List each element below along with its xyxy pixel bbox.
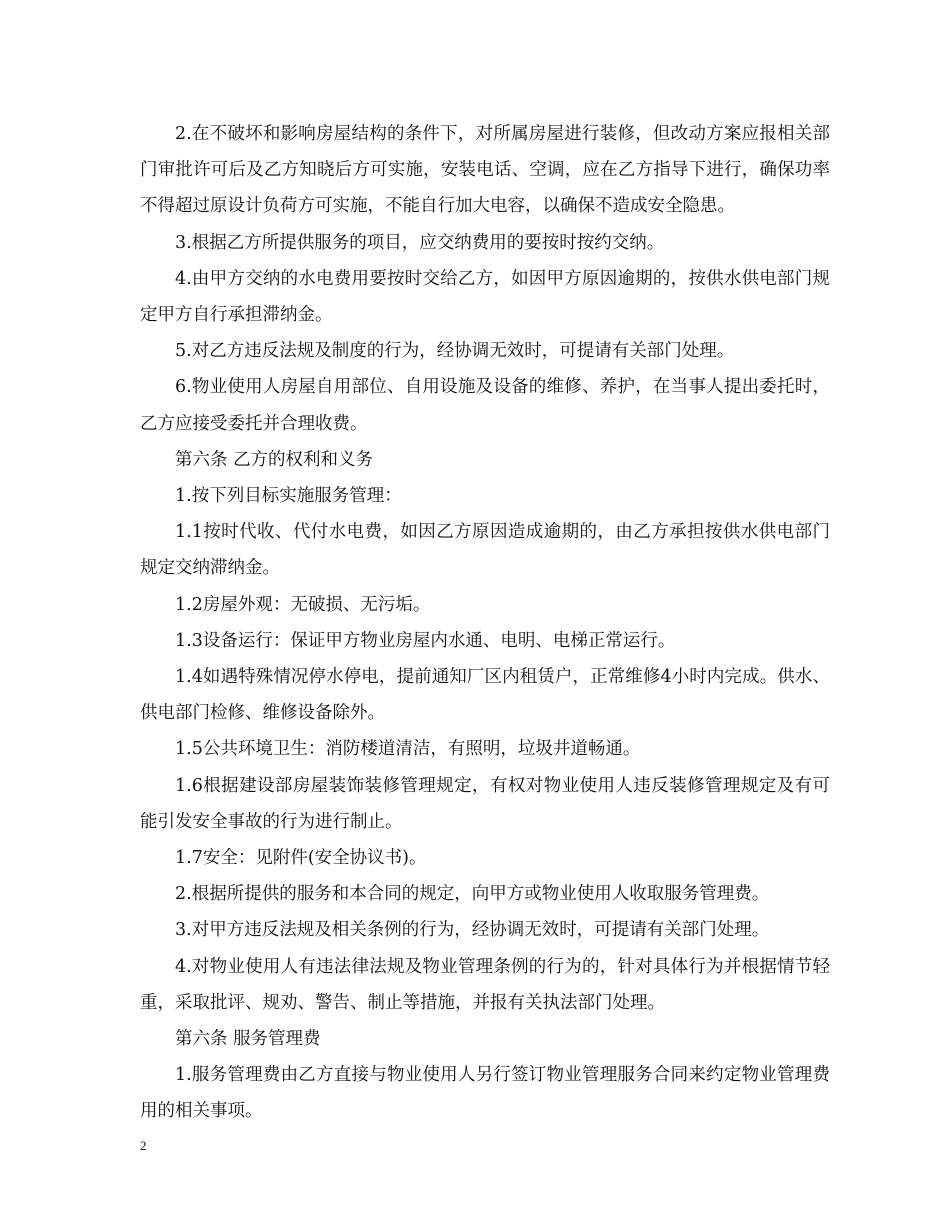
paragraph: 2.在不破坏和影响房屋结构的条件下，对所属房屋进行装修，但改动方案应报相关部门审批许可后及乙方知晓后方可实施，安装电话、空调，应在乙方指导下进行，确保功率不得超过原设计负荷方可实施，不能自行加大电容，以确保不造成安全隐患。 xyxy=(140,124,830,217)
section-heading: 第六条 服务管理费 xyxy=(175,1029,321,1050)
section-heading: 第六条 乙方的权利和义务 xyxy=(175,449,374,470)
paragraph: 1.2房屋外观：无破损、无污垢。 xyxy=(175,594,431,615)
paragraph: 3.对甲方违反法规及相关条例的行为，经协调无效时，可提请有关部门处理。 xyxy=(175,920,770,941)
page-number: 2 xyxy=(140,1138,147,1153)
paragraph: 1.3设备运行：保证甲方物业房屋内水通、电明、电梯正常运行。 xyxy=(175,630,676,651)
paragraph: 1.7安全：见附件(安全协议书)。 xyxy=(175,848,427,869)
paragraph: 3.根据乙方所提供服务的项目，应交纳费用的要按时按约交纳。 xyxy=(175,232,665,253)
paragraph: 1.4如遇特殊情况停水停电，提前通知厂区内租赁户，正常维修4小时内完成。供水、供电部门检修、维修设备除外。 xyxy=(140,667,830,724)
paragraph: 6.物业使用人房屋自用部位、自用设施及设备的维修、养护，在当事人提出委托时，乙方应接受委托并合理收费。 xyxy=(140,377,830,434)
paragraph: 5.对乙方违反法规及制度的行为，经协调无效时，可提请有关部门处理。 xyxy=(175,341,735,362)
paragraph: 2.根据所提供的服务和本合同的规定，向甲方或物业使用人收取服务管理费。 xyxy=(175,884,770,905)
paragraph: 1.5公共环境卫生：消防楼道清洁，有照明，垃圾井道畅通。 xyxy=(175,739,641,760)
paragraph: 1.按下列目标实施服务管理： xyxy=(175,486,402,507)
paragraph: 1.1按时代收、代付水电费，如因乙方原因造成逾期的，由乙方承担按供水供电部门规定交纳滞纳金。 xyxy=(140,522,830,579)
document-body xyxy=(140,116,830,1130)
paragraph: 1.服务管理费由乙方直接与物业使用人另行签订物业管理服务合同来约定物业管理费用的相关事项。 xyxy=(140,1065,830,1122)
paragraph: 1.6根据建设部房屋装饰装修管理规定，有权对物业使用人违反装修管理规定及有可能引发安全事故的行为进行制止。 xyxy=(140,775,830,832)
paragraph: 4.对物业使用人有违法律法规及物业管理条例的行为的，针对具体行为并根据情节轻重，采取批评、规劝、警告、制止等措施，并报有关执法部门处理。 xyxy=(140,956,830,1013)
paragraph: 4.由甲方交纳的水电费用要按时交给乙方，如因甲方原因逾期的，按供水供电部门规定甲方自行承担滞纳金。 xyxy=(140,268,830,326)
